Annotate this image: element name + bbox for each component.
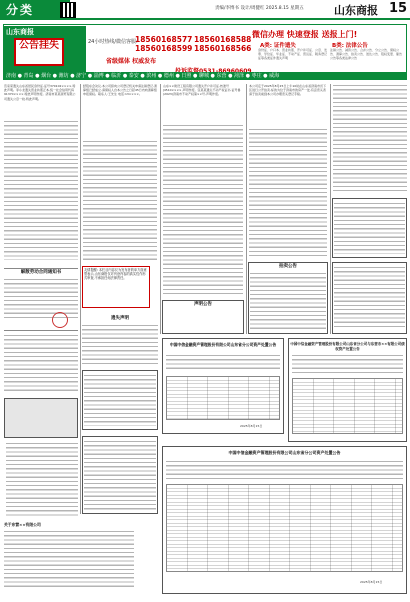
text-block xyxy=(333,84,407,194)
text-block xyxy=(4,530,134,590)
notice-date: 2025年8月15日 xyxy=(240,424,263,428)
hotline-label: 24小时热线/微信客服: xyxy=(88,39,138,45)
text-block xyxy=(4,120,78,260)
notice-title: 关于东营××有限公司 xyxy=(4,522,41,527)
column-rule xyxy=(160,84,161,334)
text-block xyxy=(82,324,158,364)
notice-title: 拍卖公告 xyxy=(279,264,297,269)
text-block xyxy=(166,354,280,372)
phone-number: 18560168566 xyxy=(194,44,252,53)
brand-seal: 公告挂失 xyxy=(14,38,64,66)
paper-name: 山东商报 xyxy=(334,4,378,17)
notice-title: 中国中信金融资产管理股份有限公司山东省分公司与东营市××有限公司债权资产处置公告 xyxy=(290,342,405,351)
seal-stamp-icon xyxy=(52,312,68,328)
media-slogan: 省级媒体 权威发布 xyxy=(106,58,157,65)
text-block xyxy=(84,440,156,510)
column-rule xyxy=(246,84,247,334)
text-block xyxy=(4,278,78,320)
text-block xyxy=(83,140,157,260)
column-rule xyxy=(330,84,331,334)
city-strip: 济南 ● 青岛 ● 烟台 ● 潍坊 ● 济宁 ● 淄博 ● 临沂 ● 泰安 ● 滨州 ● 德州 ● 日照 ● 聊城 ● 东营 ● 菏泽 ● 枣庄 ● 威海 xyxy=(4,72,406,80)
text-block xyxy=(334,266,405,330)
notice-title: 中国中信金融资产管理股份有限公司山东省分公司资产处置公告 xyxy=(228,450,341,455)
page-number: 15 xyxy=(389,1,408,16)
text-block xyxy=(292,354,403,374)
asset-table xyxy=(166,376,280,420)
notice-title: 解散劳动合同通知书 xyxy=(20,270,62,275)
text-block xyxy=(163,124,243,294)
cert-category-desc: 身份证、户口本、营业执照、开户许可证、公章、发票、学位证、毕业证、不动产证、营运证、税务登记证等各类证件遗失声明 xyxy=(258,48,328,60)
text-block xyxy=(249,128,327,258)
text-block xyxy=(4,334,78,394)
text-block xyxy=(166,460,403,480)
notice-title: 声明公告 xyxy=(194,302,212,307)
section-title: 分类 xyxy=(0,0,70,20)
phone-number: 18560168599 xyxy=(135,44,193,53)
reminder-box: 友情提醒: 本栏目内容仅为发布者的单方面意思表示,山东商报仅对刊登内容的真实性作形式审查,不承担任何法律责任。 xyxy=(82,266,150,308)
text-block xyxy=(84,374,156,426)
divider xyxy=(4,330,78,331)
law-category-desc: 注销公告、减资公告、合并公告、分立公告、债权公告、清算公告、拍卖公告、送达公告、股权变更、催告公告等各类法律公告 xyxy=(330,48,403,60)
notice-column-4: 本公司定于2025年8月25日上午10时在山东省济南市历下区进行公开拍卖,标的为位于济南市的房产一处,有意竞买者请于拍卖前到本公司办理竞买登记手续。 xyxy=(249,84,327,97)
notice-column-1: 范家荣遗失山东省居民身份证,证号370102××××,特此声明。李小龙遗失营业执照正本,统一社会信用代码91370××××,特此声明作废。济南市某某商贸有限公司遗失公章一枚,特此声明。 xyxy=(4,84,76,101)
text-block xyxy=(250,272,326,330)
notice-column-3: 山东××建设工程有限公司遗失开户许可证,核准号J4510××××,声明作废。张某某遗失不动产权证书,证号鲁(2023)济南市不动产权第××号,声明作废。 xyxy=(163,84,241,97)
cert-category-title: A类: 证件遗失 xyxy=(260,43,296,49)
divider xyxy=(4,268,78,269)
text-block xyxy=(334,202,405,254)
brand-title: 山东商报 xyxy=(6,28,34,36)
text-block xyxy=(6,442,78,517)
column-rule xyxy=(80,84,81,514)
notice-date: 2025年8月15日 xyxy=(360,580,383,584)
phone-number: 18560168588 xyxy=(194,35,252,44)
phone-number: 18560168577 xyxy=(135,35,193,44)
notice-box xyxy=(4,398,78,438)
notice-title: 遗失声明 xyxy=(111,316,129,321)
notice-column-2: 经股东会决议,本公司拟向公司登记机关申请注销登记,清算组已经成立,请债权人自本公告之日起45日内向清算组申报债权。联系人:王先生 电话:13××××。 xyxy=(83,84,157,97)
law-category-title: B类: 法律公告 xyxy=(332,43,368,49)
wechat-slogan: 微信办理 快速登报 送报上门! xyxy=(252,30,358,39)
date-line: 责编/李博书 设计/周健红 2025.8.15 星期五 xyxy=(215,6,304,11)
asset-table-2 xyxy=(166,484,403,572)
debt-table xyxy=(292,378,403,434)
qr-code-icon xyxy=(60,2,76,18)
notice-title: 中国中信金融资产管理股份有限公司山东省分公司资产处置公告 xyxy=(169,342,277,347)
